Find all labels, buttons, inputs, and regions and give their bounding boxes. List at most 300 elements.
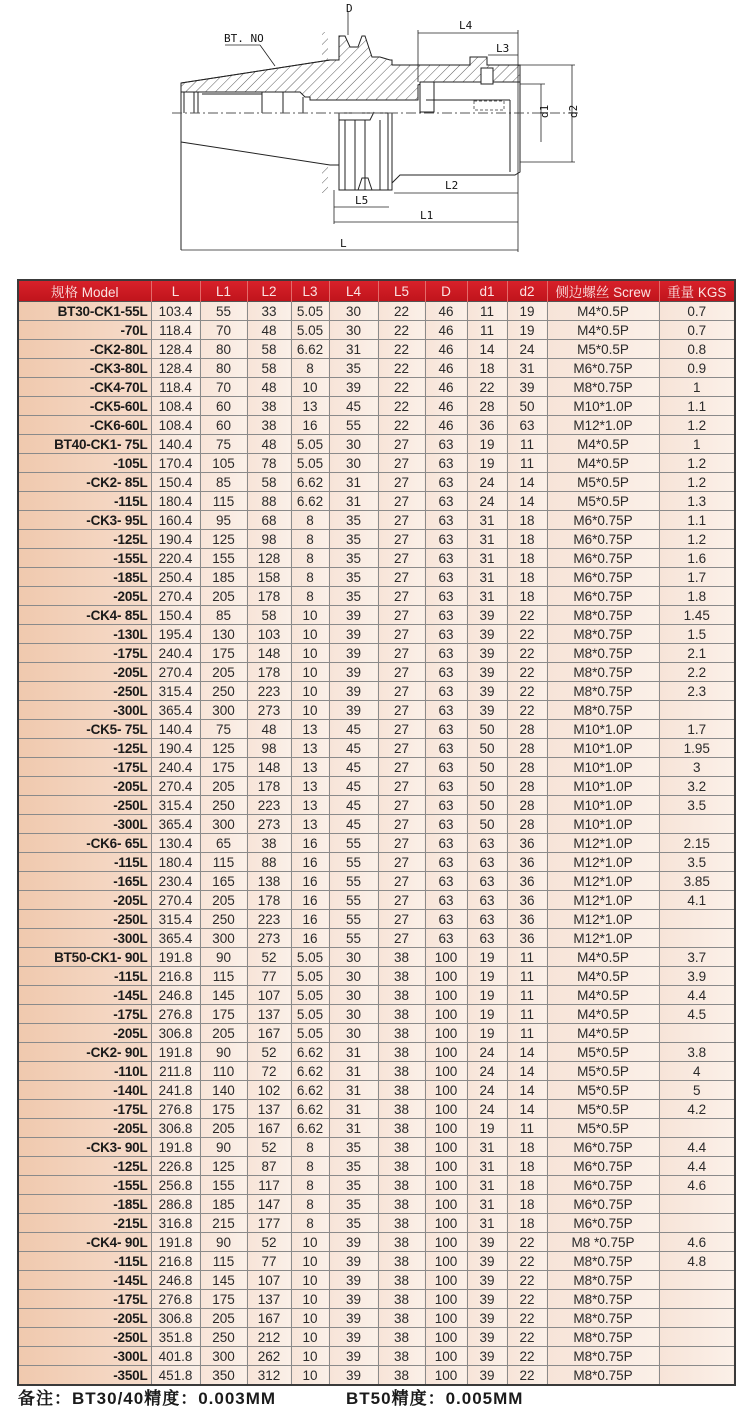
dimension-cell: 16 <box>291 910 329 929</box>
table-row <box>18 853 735 872</box>
weight-cell <box>659 1119 735 1138</box>
dimension-cell: 38 <box>378 948 425 967</box>
model-cell: -125L <box>18 739 151 758</box>
model-cell: -185L <box>18 568 151 587</box>
table-row <box>18 1138 735 1157</box>
dimension-cell: 52 <box>247 948 291 967</box>
dimension-cell: 6.62 <box>291 473 329 492</box>
dimension-cell: 14 <box>467 340 507 359</box>
table-row <box>18 910 735 929</box>
weight-cell <box>659 910 735 929</box>
dimension-cell: 13 <box>291 815 329 834</box>
dimension-cell: 118.4 <box>151 321 200 340</box>
dimension-cell: 36 <box>467 416 507 435</box>
dimension-cell: 11 <box>507 435 547 454</box>
weight-cell <box>659 1195 735 1214</box>
dimension-cell: 58 <box>247 359 291 378</box>
dimension-cell: 128.4 <box>151 359 200 378</box>
dimension-cell: 31 <box>329 1043 378 1062</box>
table-row <box>18 549 735 568</box>
dimension-cell: 10 <box>291 701 329 720</box>
model-cell: -CK6- 65L <box>18 834 151 853</box>
dimension-cell: 27 <box>378 568 425 587</box>
dimension-cell: 16 <box>291 872 329 891</box>
table-row <box>18 606 735 625</box>
screw-cell: M10*1.0P <box>547 815 659 834</box>
dimension-cell: 241.8 <box>151 1081 200 1100</box>
dimension-cell: 38 <box>378 1290 425 1309</box>
table-row <box>18 340 735 359</box>
table-row <box>18 834 735 853</box>
model-cell: -175L <box>18 758 151 777</box>
dimension-cell: 102 <box>247 1081 291 1100</box>
screw-cell: M10*1.0P <box>547 796 659 815</box>
model-cell: -300L <box>18 1347 151 1366</box>
screw-cell: M6*0.75P <box>547 359 659 378</box>
column-header: L <box>151 280 200 302</box>
dimension-labels <box>224 2 580 250</box>
table-row <box>18 796 735 815</box>
table-row <box>18 758 735 777</box>
dimension-cell: 38 <box>378 1347 425 1366</box>
dimension-cell: 315.4 <box>151 910 200 929</box>
screw-cell: M12*1.0P <box>547 872 659 891</box>
dimension-cell: 50 <box>467 815 507 834</box>
dimension-cell: 38 <box>378 1176 425 1195</box>
dimension-cell: 35 <box>329 1195 378 1214</box>
dimension-cell: 115 <box>200 967 247 986</box>
dimension-cell: 63 <box>425 739 467 758</box>
dimension-cell: 48 <box>247 435 291 454</box>
dimension-cell: 27 <box>378 720 425 739</box>
dimension-cell: 27 <box>378 891 425 910</box>
dimension-cell: 8 <box>291 549 329 568</box>
dimension-cell: 24 <box>467 492 507 511</box>
column-header: L4 <box>329 280 378 302</box>
model-cell: -115L <box>18 1252 151 1271</box>
screw-cell: M6*0.75P <box>547 511 659 530</box>
dimension-cell: 13 <box>291 777 329 796</box>
model-cell: -250L <box>18 910 151 929</box>
screw-cell: M12*1.0P <box>547 910 659 929</box>
screw-cell: M10*1.0P <box>547 739 659 758</box>
table-row <box>18 720 735 739</box>
model-cell: -CK4- 85L <box>18 606 151 625</box>
dimension-cell: 128 <box>247 549 291 568</box>
dimension-cell: 286.8 <box>151 1195 200 1214</box>
label-D: D <box>346 2 353 15</box>
dimension-cell: 38 <box>378 1005 425 1024</box>
screw-cell: M4*0.5P <box>547 967 659 986</box>
screw-cell: M10*1.0P <box>547 777 659 796</box>
dimension-cell: 50 <box>467 739 507 758</box>
dimension-cell: 50 <box>467 720 507 739</box>
weight-cell <box>659 701 735 720</box>
dimension-cell: 22 <box>507 644 547 663</box>
dimension-cell: 39 <box>329 644 378 663</box>
dimension-cell: 55 <box>329 834 378 853</box>
dimension-cell: 98 <box>247 530 291 549</box>
dimension-cell: 63 <box>425 682 467 701</box>
dimension-cell: 27 <box>378 511 425 530</box>
model-cell: -115L <box>18 853 151 872</box>
dimension-cell: 63 <box>425 435 467 454</box>
dimension-cell: 63 <box>425 872 467 891</box>
dimension-cell: 22 <box>507 1252 547 1271</box>
weight-cell: 1.45 <box>659 606 735 625</box>
screw-cell: M10*1.0P <box>547 758 659 777</box>
dimension-cell: 18 <box>507 1176 547 1195</box>
screw-cell: M5*0.5P <box>547 1119 659 1138</box>
dimension-cell: 27 <box>378 701 425 720</box>
dimension-cell: 22 <box>507 1366 547 1386</box>
dimension-cell: 18 <box>507 549 547 568</box>
dimension-cell: 6.62 <box>291 340 329 359</box>
dimension-cell: 175 <box>200 1005 247 1024</box>
dimension-cell: 68 <box>247 511 291 530</box>
dimension-cell: 38 <box>378 1024 425 1043</box>
dimension-cell: 19 <box>467 986 507 1005</box>
dimension-cell: 128.4 <box>151 340 200 359</box>
label-d1: d1 <box>538 104 551 118</box>
dimension-cell: 30 <box>329 302 378 321</box>
dimension-cell: 46 <box>425 378 467 397</box>
weight-cell: 1 <box>659 378 735 397</box>
dimension-cell: 100 <box>425 1119 467 1138</box>
dimension-cell: 211.8 <box>151 1062 200 1081</box>
dimension-cell: 191.8 <box>151 1043 200 1062</box>
dimension-cell: 100 <box>425 1290 467 1309</box>
screw-cell: M8*0.75P <box>547 663 659 682</box>
precision-note-bt50: BT50精度：0.005MM <box>346 1389 524 1408</box>
weight-cell: 5 <box>659 1081 735 1100</box>
dimension-cell: 100 <box>425 1043 467 1062</box>
dimension-cell: 246.8 <box>151 986 200 1005</box>
dimension-cell: 19 <box>467 1119 507 1138</box>
dimension-cell: 365.4 <box>151 701 200 720</box>
dimension-cell: 55 <box>329 891 378 910</box>
dimension-cell: 315.4 <box>151 796 200 815</box>
dimension-cell: 55 <box>329 853 378 872</box>
screw-cell: M8*0.75P <box>547 378 659 397</box>
dimension-cell: 31 <box>467 1176 507 1195</box>
dimension-cell: 14 <box>507 1043 547 1062</box>
table-row <box>18 1176 735 1195</box>
dimension-cell: 27 <box>378 682 425 701</box>
table-row <box>18 511 735 530</box>
dimension-cell: 90 <box>200 1043 247 1062</box>
label-L2: L2 <box>445 179 459 192</box>
weight-cell <box>659 1271 735 1290</box>
dimension-cell: 39 <box>329 1366 378 1386</box>
dimension-cell: 31 <box>467 1214 507 1233</box>
dimension-cell: 175 <box>200 758 247 777</box>
screw-cell: M8*0.75P <box>547 625 659 644</box>
dimension-cell: 63 <box>425 701 467 720</box>
screw-cell: M12*1.0P <box>547 853 659 872</box>
dimension-cell: 270.4 <box>151 663 200 682</box>
dimension-cell: 39 <box>467 682 507 701</box>
dimension-cell: 39 <box>329 1252 378 1271</box>
dimension-cell: 90 <box>200 1138 247 1157</box>
table-row <box>18 1119 735 1138</box>
dimension-cell: 140 <box>200 1081 247 1100</box>
screw-cell: M4*0.5P <box>547 1005 659 1024</box>
label-L: L <box>340 237 347 250</box>
dimension-cell: 39 <box>329 682 378 701</box>
screw-cell: M12*1.0P <box>547 416 659 435</box>
dimension-cell: 250 <box>200 682 247 701</box>
dimension-cell: 451.8 <box>151 1366 200 1386</box>
dimension-cell: 72 <box>247 1062 291 1081</box>
dimension-cell: 8 <box>291 1157 329 1176</box>
table-row <box>18 872 735 891</box>
dimension-cell: 39 <box>467 1347 507 1366</box>
tool-holder-drawing <box>0 0 750 270</box>
dimension-cell: 107 <box>247 986 291 1005</box>
dimension-cell: 10 <box>291 1347 329 1366</box>
model-cell: -175L <box>18 1290 151 1309</box>
dimension-cell: 48 <box>247 321 291 340</box>
weight-cell: 3.8 <box>659 1043 735 1062</box>
dimension-cell: 38 <box>378 1100 425 1119</box>
screw-cell: M6*0.75P <box>547 1195 659 1214</box>
dimension-cell: 46 <box>425 302 467 321</box>
dimension-cell: 63 <box>425 473 467 492</box>
weight-cell: 4.1 <box>659 891 735 910</box>
dimension-cell: 306.8 <box>151 1309 200 1328</box>
label-L5: L5 <box>355 194 369 207</box>
dimension-cell: 178 <box>247 891 291 910</box>
dimension-cell: 167 <box>247 1024 291 1043</box>
screw-cell: M8*0.75P <box>547 1290 659 1309</box>
dimension-cell: 50 <box>467 796 507 815</box>
weight-cell: 3.7 <box>659 948 735 967</box>
dimension-cell: 18 <box>507 530 547 549</box>
dimension-cell: 8 <box>291 587 329 606</box>
dimension-cell: 11 <box>507 1024 547 1043</box>
dimension-cell: 240.4 <box>151 758 200 777</box>
table-row <box>18 1100 735 1119</box>
dimension-cell: 125 <box>200 530 247 549</box>
weight-cell: 1.6 <box>659 549 735 568</box>
dimension-cell: 27 <box>378 454 425 473</box>
weight-cell: 1.2 <box>659 416 735 435</box>
weight-cell <box>659 1309 735 1328</box>
screw-cell: M12*1.0P <box>547 929 659 948</box>
dimension-cell: 401.8 <box>151 1347 200 1366</box>
screw-cell: M4*0.5P <box>547 435 659 454</box>
dimension-cell: 215 <box>200 1214 247 1233</box>
dimension-cell: 63 <box>425 549 467 568</box>
dimension-cell: 8 <box>291 359 329 378</box>
model-cell: -155L <box>18 549 151 568</box>
dimension-cell: 148 <box>247 758 291 777</box>
dimension-cell: 100 <box>425 1157 467 1176</box>
dimension-cell: 27 <box>378 853 425 872</box>
screw-cell: M5*0.5P <box>547 492 659 511</box>
dimension-cell: 11 <box>507 1005 547 1024</box>
dimension-cell: 38 <box>247 834 291 853</box>
dimension-cell: 39 <box>329 1290 378 1309</box>
dimension-cell: 137 <box>247 1005 291 1024</box>
dimension-cell: 39 <box>329 663 378 682</box>
dimension-cell: 63 <box>425 720 467 739</box>
dimension-cell: 27 <box>378 530 425 549</box>
dimension-cell: 118.4 <box>151 378 200 397</box>
dimension-cell: 39 <box>329 1309 378 1328</box>
weight-cell: 2.15 <box>659 834 735 853</box>
model-cell: -CK2-80L <box>18 340 151 359</box>
dimension-cell: 16 <box>291 853 329 872</box>
dimension-cell: 365.4 <box>151 929 200 948</box>
dimension-cell: 13 <box>291 796 329 815</box>
dimension-cell: 18 <box>507 1195 547 1214</box>
dimension-cell: 18 <box>507 1138 547 1157</box>
dimension-cell: 250.4 <box>151 568 200 587</box>
dimension-cell: 130 <box>200 625 247 644</box>
dimension-cell: 100 <box>425 1347 467 1366</box>
model-cell: -110L <box>18 1062 151 1081</box>
screw-cell: M4*0.5P <box>547 302 659 321</box>
table-row <box>18 1233 735 1252</box>
weight-cell: 1.7 <box>659 720 735 739</box>
screw-cell: M6*0.75P <box>547 587 659 606</box>
weight-cell: 4.2 <box>659 1100 735 1119</box>
dimension-cell: 230.4 <box>151 872 200 891</box>
table-row <box>18 929 735 948</box>
dimension-cell: 24 <box>467 1081 507 1100</box>
dimension-cell: 27 <box>378 796 425 815</box>
dimension-cell: 39 <box>467 1309 507 1328</box>
dimension-cell: 27 <box>378 587 425 606</box>
column-header: 重量 KGS <box>659 280 735 302</box>
dimension-cell: 16 <box>291 891 329 910</box>
dimension-cell: 46 <box>425 416 467 435</box>
dimension-cell: 6.62 <box>291 1119 329 1138</box>
dimension-cell: 19 <box>507 321 547 340</box>
dimension-cell: 31 <box>329 1119 378 1138</box>
table-row <box>18 1252 735 1271</box>
dimension-cell: 58 <box>247 606 291 625</box>
dimension-cell: 315.4 <box>151 682 200 701</box>
dimension-cell: 205 <box>200 777 247 796</box>
dimension-cell: 63 <box>425 568 467 587</box>
dimension-cell: 5.05 <box>291 454 329 473</box>
dimension-cell: 28 <box>507 758 547 777</box>
model-cell: -300L <box>18 929 151 948</box>
dimension-cell: 27 <box>378 910 425 929</box>
dimension-cell: 8 <box>291 511 329 530</box>
weight-cell <box>659 929 735 948</box>
dimension-cell: 38 <box>247 416 291 435</box>
dimension-cell: 115 <box>200 853 247 872</box>
dimension-cell: 58 <box>247 473 291 492</box>
dimension-cell: 240.4 <box>151 644 200 663</box>
model-cell: -CK5- 75L <box>18 720 151 739</box>
dimension-cell: 31 <box>329 1062 378 1081</box>
dimension-cell: 205 <box>200 1119 247 1138</box>
dimension-cell: 10 <box>291 682 329 701</box>
dimension-cell: 88 <box>247 853 291 872</box>
column-header: d1 <box>467 280 507 302</box>
dimension-cell: 63 <box>425 910 467 929</box>
dimension-cell: 155 <box>200 549 247 568</box>
dimension-cell: 27 <box>378 834 425 853</box>
dimension-cell: 55 <box>329 910 378 929</box>
dimension-cell: 39 <box>329 1328 378 1347</box>
dimension-cell: 100 <box>425 1176 467 1195</box>
dimension-cell: 300 <box>200 1347 247 1366</box>
dimension-cell: 22 <box>507 1309 547 1328</box>
dimension-cell: 167 <box>247 1119 291 1138</box>
screw-cell: M8*0.75P <box>547 1309 659 1328</box>
weight-cell: 0.7 <box>659 321 735 340</box>
dimension-cell: 100 <box>425 1100 467 1119</box>
dimension-cell: 10 <box>291 1271 329 1290</box>
dimension-cell: 273 <box>247 815 291 834</box>
dimension-cell: 19 <box>467 454 507 473</box>
dimension-cell: 130.4 <box>151 834 200 853</box>
model-cell: -175L <box>18 644 151 663</box>
dimension-cell: 27 <box>378 739 425 758</box>
model-cell: -205L <box>18 777 151 796</box>
table-row <box>18 1366 735 1386</box>
dimension-cell: 90 <box>200 1233 247 1252</box>
dimension-cell: 31 <box>467 511 507 530</box>
dimension-cell: 35 <box>329 1176 378 1195</box>
dimension-cell: 35 <box>329 511 378 530</box>
dimension-cell: 22 <box>507 1328 547 1347</box>
weight-cell: 1.2 <box>659 530 735 549</box>
weight-cell: 4.4 <box>659 986 735 1005</box>
dimension-cell: 38 <box>378 1062 425 1081</box>
dimension-cell: 39 <box>507 378 547 397</box>
dimension-cell: 6.62 <box>291 1081 329 1100</box>
weight-cell: 2.3 <box>659 682 735 701</box>
screw-cell: M5*0.5P <box>547 1081 659 1100</box>
dimension-cell: 77 <box>247 967 291 986</box>
table-row <box>18 397 735 416</box>
weight-cell: 4.4 <box>659 1138 735 1157</box>
dimension-cell: 31 <box>329 473 378 492</box>
weight-cell: 2.2 <box>659 663 735 682</box>
table-row <box>18 359 735 378</box>
dimension-cell: 145 <box>200 986 247 1005</box>
dimension-cell: 5.05 <box>291 302 329 321</box>
table-row <box>18 891 735 910</box>
dimension-cell: 115 <box>200 1252 247 1271</box>
dimension-cell: 38 <box>378 1157 425 1176</box>
dimension-cell: 39 <box>467 1271 507 1290</box>
dimension-cell: 30 <box>329 1024 378 1043</box>
model-cell: -250L <box>18 1328 151 1347</box>
weight-cell: 0.9 <box>659 359 735 378</box>
dimension-cell: 31 <box>467 1157 507 1176</box>
table-row <box>18 530 735 549</box>
screw-cell: M4*0.5P <box>547 454 659 473</box>
table-row <box>18 1328 735 1347</box>
dimension-cell: 100 <box>425 1214 467 1233</box>
dimension-cell: 158 <box>247 568 291 587</box>
dimension-cell: 60 <box>200 397 247 416</box>
dimension-cell: 50 <box>467 777 507 796</box>
dimension-cell: 88 <box>247 492 291 511</box>
table-row <box>18 416 735 435</box>
weight-cell: 3.9 <box>659 967 735 986</box>
table-row <box>18 777 735 796</box>
screw-cell: M10*1.0P <box>547 397 659 416</box>
